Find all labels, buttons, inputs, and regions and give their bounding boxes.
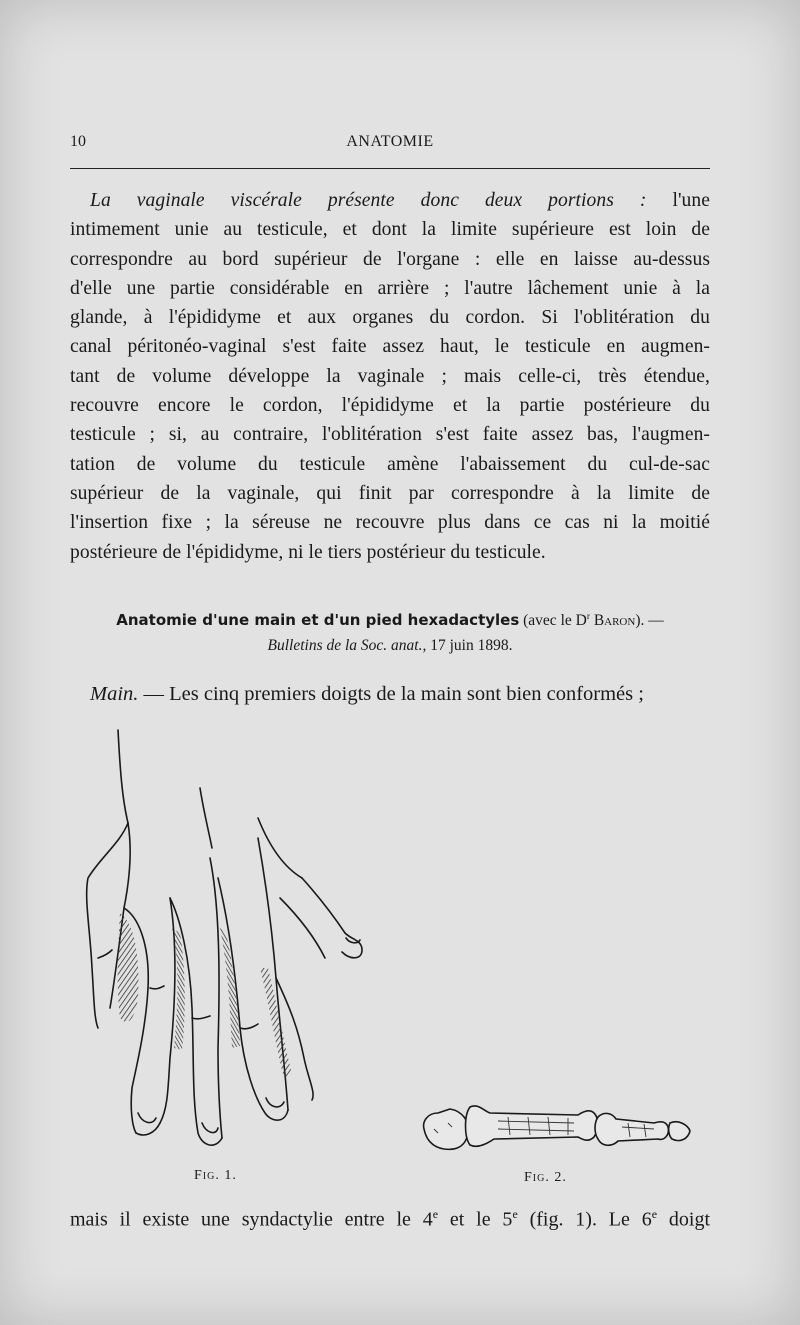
paragraph-line: intimement unie au testicule, et dont la limite supérieure est loin de — [70, 219, 710, 241]
paragraph-line: d'elle une partie considérable en arrière ; l'autre lâchement unie à la — [70, 277, 710, 299]
running-title: ANATOMIE — [346, 133, 434, 150]
citation: Bulletins de la Soc. anat., 17 juin 1898. — [267, 637, 513, 654]
paragraph-line: tation de volume du testicule amène l'abaissement du cul-de-sac — [70, 453, 710, 475]
paragraph-vaginale — [70, 186, 710, 567]
section-title: Anatomie d'une main et d'un pied hexadactyles — [116, 611, 520, 629]
paragraph-line: tant de volume développe la vaginale ; mais celle-ci, très étendue, — [70, 365, 710, 387]
paragraph-line: canal péritonéo-vaginal s'est faite assez haut, le testicule en augmen- — [70, 336, 710, 358]
lead-italic: La vaginale viscérale présente donc deux portions : — [90, 190, 647, 211]
paragraph-line: postérieure de l'épididyme, ni le tiers postérieur du testicule. — [70, 541, 546, 563]
paragraph-line: La vaginale viscérale présente donc deux portions : l'une — [90, 190, 710, 211]
page-number: 10 — [70, 133, 86, 150]
paragraph-line: supérieur de la vaginale, qui finit par correspondre à la limite de — [70, 482, 710, 504]
figure-2-caption: Fig. 2. — [524, 1170, 567, 1185]
paragraph-line: glande, à l'épididyme et aux organes du cordon. Si l'oblitération du — [70, 307, 710, 329]
paragraph-line: testicule ; si, au contraire, l'oblitération s'est faite assez bas, l'augmen- — [70, 424, 710, 446]
author-name: Baron — [593, 612, 636, 629]
main-intro-line: Main. — Les cinq premiers doigts de la main sont bien conformés ; — [90, 683, 644, 705]
paragraph-line: l'insertion fixe ; la séreuse ne recouvre plus dans ce cas ni la moitié — [70, 512, 710, 534]
paragraph-line: recouvre encore le cordon, l'épididyme et la partie postérieure du — [70, 395, 710, 417]
foot-bones-illustration — [418, 1093, 693, 1163]
figure-1-caption: Fig. 1. — [194, 1168, 237, 1183]
hand-illustration — [80, 728, 370, 1160]
section-heading: Anatomie d'une main et d'un pied hexadactyles (avec le $D^r$ Baron). — — [116, 611, 664, 629]
closing-line: mais il existe une syndactylie entre le 4e et le 5e (fig. 1). Le 6e doigt — [70, 1207, 711, 1231]
header-rule — [70, 168, 710, 169]
paragraph-line: correspondre au bord supérieur de l'organe : elle en laisse au-dessus — [70, 248, 710, 270]
page-header — [70, 133, 710, 155]
